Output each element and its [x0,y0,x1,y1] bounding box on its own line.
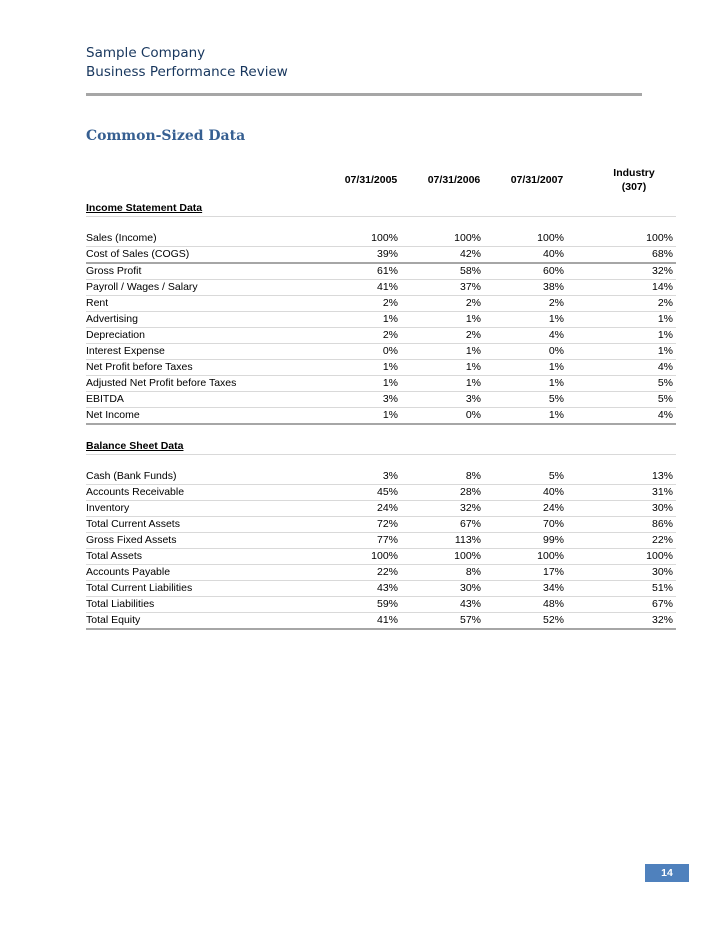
row-value: 48% [542,598,564,610]
row-value: 4% [657,361,673,373]
row-value: 1% [465,345,481,357]
row-value: 1% [465,377,481,389]
row-value: 31% [651,486,673,498]
row-value: 24% [542,502,564,514]
row-label: Total Equity [86,614,141,626]
row-value: 38% [542,281,564,293]
table-row [86,408,676,425]
row-value: 1% [382,377,398,389]
row-value: 4% [548,329,564,341]
row-label: Depreciation [86,329,145,341]
row-value: 2% [657,297,673,309]
row-value: 14% [651,281,673,293]
row-value: 60% [542,265,564,277]
row-value: 67% [459,518,481,530]
row-value: 43% [459,598,481,610]
table-row [86,280,676,296]
column-header-industry [598,166,670,194]
balance-sheet-rows [86,469,676,630]
row-value: 2% [548,297,564,309]
column-header-2007: 07/31/2007 [510,174,564,186]
row-value: 2% [382,297,398,309]
row-value: 37% [459,281,481,293]
table-row [86,328,676,344]
row-value: 1% [465,313,481,325]
row-value: 57% [459,614,481,626]
row-value: 41% [376,281,398,293]
income-statement-title: Income Statement Data [86,200,676,217]
table-row [86,613,676,630]
row-value: 72% [376,518,398,530]
row-value: 17% [542,566,564,578]
row-label: Gross Fixed Assets [86,534,177,546]
row-value: 99% [542,534,564,546]
row-value: 2% [382,329,398,341]
row-label: Adjusted Net Profit before Taxes [86,377,237,389]
row-value: 100% [537,232,564,244]
row-label: Sales (Income) [86,232,157,244]
table-row [86,581,676,597]
row-value: 100% [454,550,481,562]
row-value: 30% [651,502,673,514]
row-value: 1% [548,409,564,421]
table-row [86,312,676,328]
row-value: 100% [371,550,398,562]
row-value: 100% [454,232,481,244]
row-label: Accounts Receivable [86,486,185,498]
row-value: 40% [542,486,564,498]
row-value: 100% [371,232,398,244]
row-value: 100% [646,232,673,244]
row-value: 41% [376,614,398,626]
row-value: 5% [548,470,564,482]
balance-sheet-title: Balance Sheet Data [86,438,676,455]
table-row [86,533,676,549]
document-header [86,44,288,82]
table-row [86,231,676,247]
row-value: 86% [651,518,673,530]
table-row [86,597,676,613]
row-label: Total Liabilities [86,598,155,610]
row-value: 45% [376,486,398,498]
row-label: Inventory [86,502,130,514]
row-value: 77% [376,534,398,546]
row-label: Total Current Liabilities [86,582,193,594]
row-value: 52% [542,614,564,626]
row-value: 61% [376,265,398,277]
table-row [86,392,676,408]
table-row [86,469,676,485]
table-row [86,360,676,376]
row-value: 32% [651,265,673,277]
row-value: 1% [382,409,398,421]
row-value: 0% [382,345,398,357]
row-value: 3% [382,393,398,405]
row-value: 8% [465,470,481,482]
table-row [86,247,676,264]
row-label: Net Income [86,409,140,421]
row-value: 1% [657,313,673,325]
table-row [86,549,676,565]
row-value: 1% [657,329,673,341]
table-row [86,296,676,312]
income-statement-rows [86,231,676,425]
row-value: 58% [459,265,481,277]
row-value: 34% [542,582,564,594]
section-title: Common-Sized Data [86,128,246,144]
row-value: 39% [376,248,398,260]
row-value: 5% [548,393,564,405]
table-row [86,565,676,581]
row-value: 32% [651,614,673,626]
row-value: 42% [459,248,481,260]
industry-label: Industry [613,167,655,179]
row-value: 5% [657,393,673,405]
common-sized-table [86,200,676,630]
row-value: 1% [548,313,564,325]
row-label: Total Current Assets [86,518,180,530]
row-label: EBITDA [86,393,124,405]
row-value: 1% [382,313,398,325]
row-value: 68% [651,248,673,260]
table-row [86,501,676,517]
row-value: 1% [382,361,398,373]
row-value: 43% [376,582,398,594]
row-value: 8% [465,566,481,578]
row-label: Cost of Sales (COGS) [86,248,190,260]
row-label: Gross Profit [86,265,142,277]
row-value: 100% [646,550,673,562]
report-subtitle: Business Performance Review [86,64,288,80]
row-value: 30% [651,566,673,578]
row-value: 30% [459,582,481,594]
column-header-2006: 07/31/2006 [427,174,481,186]
row-value: 113% [454,534,481,546]
row-value: 2% [465,329,481,341]
row-label: Accounts Payable [86,566,171,578]
row-value: 3% [382,470,398,482]
industry-count: (307) [621,181,647,193]
row-value: 100% [537,550,564,562]
row-label: Payroll / Wages / Salary [86,281,198,293]
row-value: 2% [465,297,481,309]
table-row [86,376,676,392]
row-value: 32% [459,502,481,514]
row-label: Rent [86,297,109,309]
row-value: 22% [651,534,673,546]
column-header-2005: 07/31/2005 [344,174,398,186]
row-value: 1% [657,345,673,357]
row-value: 3% [465,393,481,405]
row-value: 0% [465,409,481,421]
row-value: 51% [651,582,673,594]
header-divider [86,93,642,96]
row-value: 5% [657,377,673,389]
row-value: 59% [376,598,398,610]
row-value: 40% [542,248,564,260]
row-label: Net Profit before Taxes [86,361,193,373]
table-row [86,264,676,280]
table-row [86,517,676,533]
row-value: 1% [548,377,564,389]
row-label: Interest Expense [86,345,165,357]
row-value: 13% [651,470,673,482]
row-value: 70% [542,518,564,530]
row-value: 0% [548,345,564,357]
row-value: 1% [548,361,564,373]
page-number: 14 [645,864,689,882]
row-label: Total Assets [86,550,143,562]
row-value: 22% [376,566,398,578]
company-name: Sample Company [86,45,206,61]
row-value: 28% [459,486,481,498]
row-value: 1% [465,361,481,373]
table-row [86,485,676,501]
row-value: 4% [657,409,673,421]
row-value: 24% [376,502,398,514]
row-label: Cash (Bank Funds) [86,470,177,482]
row-label: Advertising [86,313,138,325]
row-value: 67% [651,598,673,610]
table-row [86,344,676,360]
